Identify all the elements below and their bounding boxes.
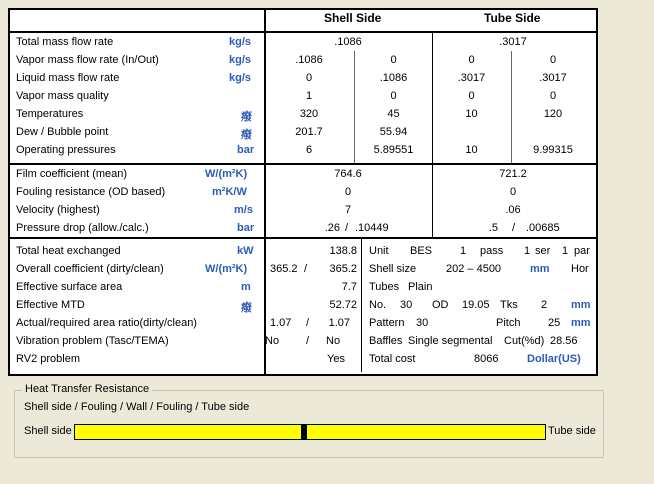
area-ratio-clean: 1.07 xyxy=(328,317,350,329)
shell-in: 201.7 xyxy=(295,126,323,138)
divider xyxy=(361,238,362,372)
unit-value: BES xyxy=(410,245,433,257)
shell-in: 6 xyxy=(305,144,313,156)
tube-out: 0 xyxy=(549,90,557,102)
divider xyxy=(8,237,596,239)
tube-no-label: No. xyxy=(369,299,387,311)
tube-dp-calc: .00685 xyxy=(526,222,560,234)
row-unit: 癈 xyxy=(241,302,252,314)
separator: / xyxy=(306,317,310,329)
pattern-label: Pattern xyxy=(369,317,405,329)
tks-value: 2 xyxy=(541,299,548,311)
separator: / xyxy=(304,263,308,275)
ser-label: ser xyxy=(535,245,551,257)
shell-out: 55.94 xyxy=(379,126,408,138)
shell-out: 0 xyxy=(390,54,397,66)
row-label: Velocity (highest) xyxy=(16,204,100,216)
ser-count: 1 xyxy=(524,245,531,257)
shell-side-header: Shell Side xyxy=(324,11,382,25)
row-unit: m/s xyxy=(234,204,253,216)
separator: / xyxy=(512,222,516,234)
rv2-value: Yes xyxy=(327,353,345,365)
shell-total-flow: .1086 xyxy=(334,36,362,48)
row-label: Total mass flow rate xyxy=(16,36,114,48)
row-label: Film coefficient (mean) xyxy=(16,168,128,180)
shell-dp-allow: .26 xyxy=(324,222,340,234)
unit-label: Unit xyxy=(369,245,389,257)
pitch-value: 25 xyxy=(548,317,561,329)
divider xyxy=(8,163,596,165)
tube-in: 10 xyxy=(465,108,478,120)
row-label: Vapor mass flow rate (In/Out) xyxy=(16,54,159,66)
resistance-marker xyxy=(301,425,307,439)
shell-value: 764.6 xyxy=(334,168,362,180)
tube-out: 0 xyxy=(549,54,557,66)
shell-in: 0 xyxy=(305,72,313,84)
area-ratio-dirty: 1.07 xyxy=(270,317,292,329)
pass-label: pass xyxy=(480,245,504,257)
shell-side-label: Shell side xyxy=(24,425,72,437)
row-label: Operating pressures xyxy=(16,144,116,156)
overall-dirty: 365.2 xyxy=(270,263,298,275)
tube-side-header: Tube Side xyxy=(484,11,541,25)
tube-value: 0 xyxy=(509,186,517,198)
row-label: Effective MTD xyxy=(16,299,85,311)
row-label: Fouling resistance (OD based) xyxy=(16,186,166,198)
vibration-tasc: No xyxy=(265,335,280,347)
pass-count: 1 xyxy=(460,245,467,257)
cut-label: Cut(%d) xyxy=(504,335,545,347)
tube-side-label: Tube side xyxy=(548,425,596,437)
divider xyxy=(8,31,596,33)
baffles-value: Single segmental xyxy=(408,335,493,347)
pitch-unit: mm xyxy=(571,317,591,329)
shell-size-value: 202 – 4500 xyxy=(446,263,502,275)
total-cost-label: Total cost xyxy=(369,353,416,365)
row-unit: kg/s xyxy=(229,36,252,48)
overall-clean: 365.2 xyxy=(329,263,357,275)
row-label: Total heat exchanged xyxy=(16,245,121,257)
row-unit: W/(m²K) xyxy=(205,168,248,180)
separator: / xyxy=(345,222,349,234)
total-cost-unit: Dollar(US) xyxy=(527,353,581,365)
vibration-tema: No xyxy=(326,335,341,347)
tube-out: 9.99315 xyxy=(533,144,573,156)
shell-in: .1086 xyxy=(295,54,323,66)
row-label: Temperatures xyxy=(16,108,84,120)
tubes-label: Tubes xyxy=(369,281,400,293)
total-heat-value: 138.8 xyxy=(329,245,357,257)
row-unit: 癈 xyxy=(241,129,252,141)
row-unit: bar xyxy=(237,222,255,234)
row-label: Liquid mass flow rate xyxy=(16,72,120,84)
tube-dp-allow: .5 xyxy=(488,222,498,234)
row-unit: m xyxy=(241,281,251,293)
shell-size-label: Shell size xyxy=(369,263,417,275)
tube-no-value: 30 xyxy=(400,299,413,311)
row-unit: W/(m²K) xyxy=(205,263,248,275)
tube-value: .06 xyxy=(505,204,521,216)
cut-value: 28.56 xyxy=(550,335,578,347)
od-label: OD xyxy=(432,299,449,311)
shell-out: 5.89551 xyxy=(373,144,414,156)
baffles-label: Baffles xyxy=(369,335,403,347)
mtd-value: 52.72 xyxy=(329,299,357,311)
tube-in: 10 xyxy=(465,144,478,156)
par-label: par xyxy=(574,245,590,257)
resistance-bar xyxy=(74,424,546,440)
total-cost-value: 8066 xyxy=(474,353,499,365)
shell-dp-calc: .10449 xyxy=(355,222,389,234)
group-legend: Heat Transfer Resistance xyxy=(22,383,152,395)
surface-area-value: 7.7 xyxy=(341,281,357,293)
tks-label: Tks xyxy=(500,299,518,311)
shell-out: .1086 xyxy=(379,72,408,84)
shell-out: 45 xyxy=(387,108,400,120)
row-unit: kW xyxy=(237,245,254,257)
resistance-caption: Shell side / Fouling / Wall / Fouling / Tube side xyxy=(24,401,250,413)
row-label: Vapor mass quality xyxy=(16,90,109,102)
tubes-value: Plain xyxy=(408,281,433,293)
shell-orientation: Hor xyxy=(571,263,589,275)
tube-out: 120 xyxy=(543,108,563,120)
pattern-value: 30 xyxy=(416,317,429,329)
pitch-label: Pitch xyxy=(496,317,521,329)
row-label: Overall coefficient (dirty/clean) xyxy=(16,263,164,275)
tube-total-flow: .3017 xyxy=(499,36,527,48)
row-unit: kg/s xyxy=(229,72,252,84)
separator: / xyxy=(306,335,310,347)
row-unit: kg/s xyxy=(229,54,252,66)
row-label: RV2 problem xyxy=(16,353,80,365)
shell-value: 7 xyxy=(344,204,352,216)
tube-value: 721.2 xyxy=(499,168,527,180)
shell-out: 0 xyxy=(390,90,397,102)
tks-unit: mm xyxy=(571,299,591,311)
od-value: 19.05 xyxy=(462,299,490,311)
row-unit: 癈 xyxy=(241,111,252,123)
tube-in: 0 xyxy=(468,90,475,102)
tube-out: .3017 xyxy=(539,72,567,84)
row-label: Effective surface area xyxy=(16,281,123,293)
shell-value: 0 xyxy=(344,186,352,198)
row-unit: bar xyxy=(237,144,255,156)
shell-in: 1 xyxy=(305,90,313,102)
par-count: 1 xyxy=(562,245,569,257)
row-label: Pressure drop (allow./calc.) xyxy=(16,222,149,234)
tube-in: .3017 xyxy=(457,72,486,84)
shell-in: 320 xyxy=(299,108,319,120)
tube-in: 0 xyxy=(468,54,475,66)
shell-size-unit: mm xyxy=(530,263,550,275)
row-label: Actual/required area ratio(dirty/clean) xyxy=(16,317,197,329)
row-label: Dew / Bubble point xyxy=(16,126,109,138)
row-unit: m²K/W xyxy=(212,186,247,198)
row-label: Vibration problem (Tasc/TEMA) xyxy=(16,335,169,347)
